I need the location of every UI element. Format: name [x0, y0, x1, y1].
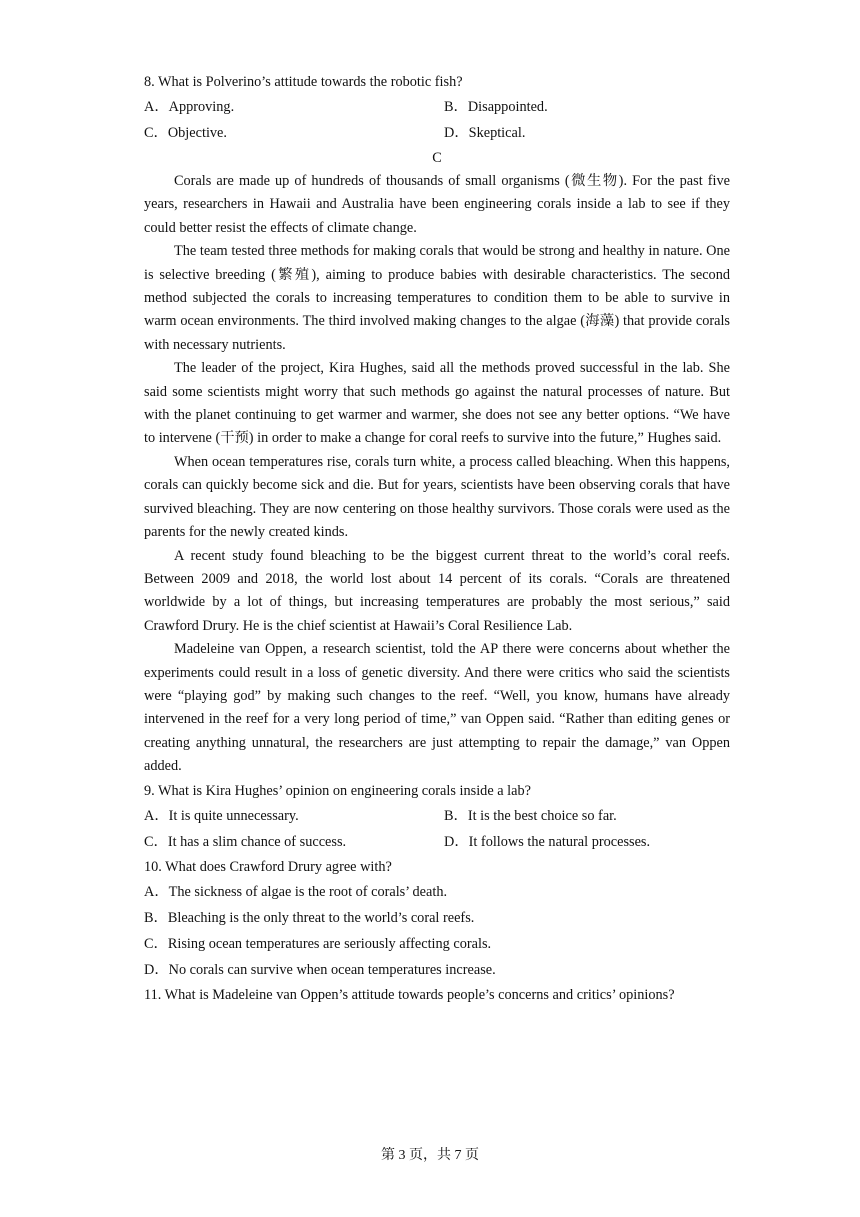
passage-paragraph-4: When ocean temperatures rise, corals turn white, a process called bleaching. When this happens, corals can quickly become sick and die. But for years, scientists have been observing corals that have survived bleaching. They are now centering on those healthy survivors. Those corals were used as the parents for the newly created kinds. [144, 453, 730, 541]
question-9-options [144, 803, 730, 855]
passage-paragraph-2: The team tested three methods for making corals that would be strong and healthy in nature. One is selective breeding (繁殖), aiming to produce babies with desirable characteristics. The second method subjected the corals to increasing temperatures to condition them to be able to survive in warm ocean environments. The third involved making changes to the algae (海藻) that provide corals with necessary nutrients. [144, 243, 730, 353]
page-content [144, 70, 730, 1007]
question-10-stem: 10. What does Crawford Drury agree with? [144, 858, 392, 875]
passage-paragraph-1: Corals are made up of hundreds of thousands of small organisms (微生物). For the past five years, researchers in Hawaii and Australia have been engineering corals inside a lab to see if they could better resist the effects of climate change. [144, 173, 730, 236]
q10-option-c: C．Rising ocean temperatures are seriously affecting corals. [144, 935, 492, 952]
passage-paragraph-6: Madeleine van Oppen, a research scientist, told the AP there were concerns about whether the experiments could result in a loss of genetic diversity. And there were critics who said the scientists were “playing god” by making such changes to the reef. “Well, you know, humans have already intervened in the reef for a very long period of time,” van Oppen said. “Rather than editing genes or creating anything unnatural, the researchers are just attempting to repair the damage,” van Oppen added. [144, 641, 730, 775]
question-11-stem: 11. What is Madeleine van Oppen’s attitude towards people’s concerns and critics’ opinions? [144, 986, 675, 1003]
q9-option-d: D．It follows the natural processes. [444, 833, 651, 850]
passage-paragraph-3: The leader of the project, Kira Hughes, said all the methods proved successful in the lab. She said some scientists might worry that such methods go against the natural processes of nature. But with the planet continuing to get warmer and warmer, she does not see any better options. “We have to intervene (干预) in order to make a change for coral reefs to survive into the future,” Hughes said. [144, 360, 730, 447]
q8-option-b: B．Disappointed. [444, 99, 548, 115]
q10-option-b: B．Bleaching is the only threat to the world’s coral reefs. [144, 909, 475, 926]
q8-option-d: D．Skeptical. [444, 125, 526, 141]
q10-option-d: D．No corals can survive when ocean temperatures increase. [144, 961, 496, 978]
q8-option-c: C．Objective. [144, 125, 227, 141]
question-8-stem: 8. What is Polverino’s attitude towards the robotic fish? [144, 74, 463, 90]
page-footer: 第 3 页，共 7 页 [381, 1148, 479, 1163]
question-8-options [144, 94, 730, 146]
section-heading: C [432, 150, 442, 166]
q9-option-b: B．It is the best choice so far. [444, 807, 617, 824]
question-9-stem: 9. What is Kira Hughes’ opinion on engineering corals inside a lab? [144, 782, 531, 799]
q8-option-a: A．Approving. [144, 99, 235, 115]
passage-paragraph-5: A recent study found bleaching to be the biggest current threat to the world’s coral reefs. Between 2009 and 2018, the world lost about 14 percent of its corals. “Corals are threatened worldwide by a lot of things, but increasing temperatures are probably the most serious,” said Crawford Drury. He is the chief scientist at Hawaii’s Coral Resilience Lab. [144, 547, 730, 634]
q9-option-a: A．It is quite unnecessary. [144, 807, 299, 824]
q10-option-a: A．The sickness of algae is the root of corals’ death. [144, 883, 448, 900]
q9-option-c: C．It has a slim chance of success. [144, 833, 347, 850]
